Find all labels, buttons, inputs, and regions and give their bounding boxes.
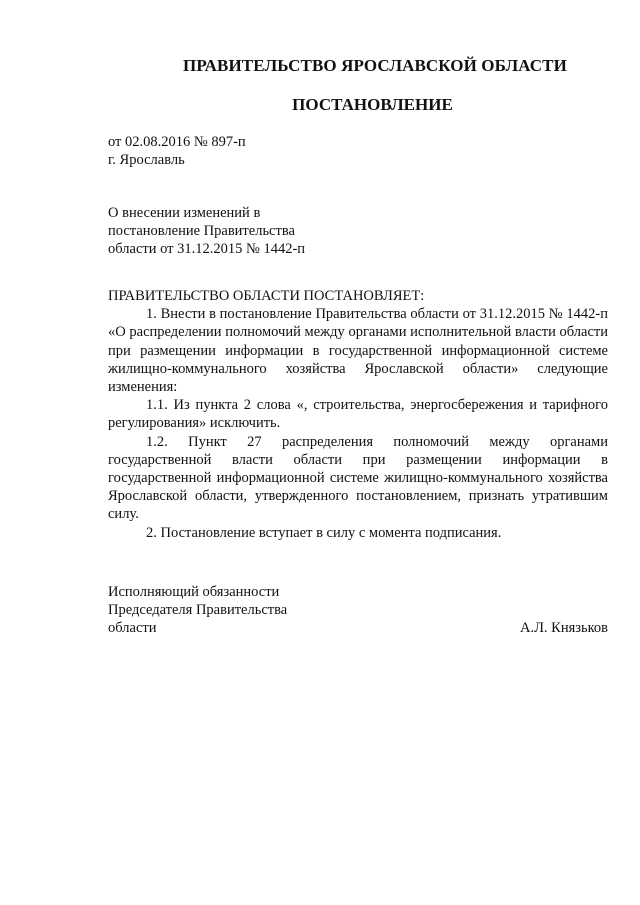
subject-line: области от 31.12.2015 № 1442-п: [108, 241, 306, 257]
document-type: ПОСТАНОВЛЕНИЕ: [292, 95, 453, 114]
signature-row: [108, 619, 608, 637]
signature-title-line: Председателя Правительства: [108, 602, 288, 618]
signatory-name: А.Л. Князьков: [519, 620, 608, 636]
organization-title: ПРАВИТЕЛЬСТВО ЯРОСЛАВСКОЙ ОБЛАСТИ: [183, 56, 567, 75]
subject-line: О внесении изменений в: [108, 205, 261, 221]
preamble: ПРАВИТЕЛЬСТВО ОБЛАСТИ ПОСТАНОВЛЯЕТ:: [108, 288, 425, 304]
signature-block: [108, 583, 608, 637]
document-meta: [108, 133, 246, 169]
document-body: [108, 287, 608, 542]
city: г. Ярославль: [108, 152, 185, 168]
document-subject: [108, 204, 305, 258]
paragraph-1-1: 1.1. Из пункта 2 слова «, строительства, энергосбережения и тарифного регулирования» исключить.: [108, 397, 608, 432]
paragraph-2: 2. Постановление вступает в силу с момента подписания.: [146, 524, 502, 541]
paragraph-1-2: 1.2. Пункт 27 распределения полномочий между органами государственной власти области при размещении информации в государственной информационной системе жилищно-коммунального хозяйства Ярославской области, утвержденного постановлением, признать утратившим силу.: [108, 433, 608, 523]
subject-line: постановление Правительства: [108, 223, 295, 239]
signature-title-line: Исполняющий обязанности: [108, 584, 280, 600]
signature-title-line: области: [108, 620, 157, 636]
date-number: от 02.08.2016 № 897-п: [108, 134, 246, 150]
paragraph-1: 1. Внести в постановление Правительства области от 31.12.2015 № 1442-п «О распределении полномочий между органами исполнительной власти области при размещении информации в государственной информационной системе жилищно-коммунального хозяйства Ярославской области» следующие изменения:: [108, 306, 608, 396]
